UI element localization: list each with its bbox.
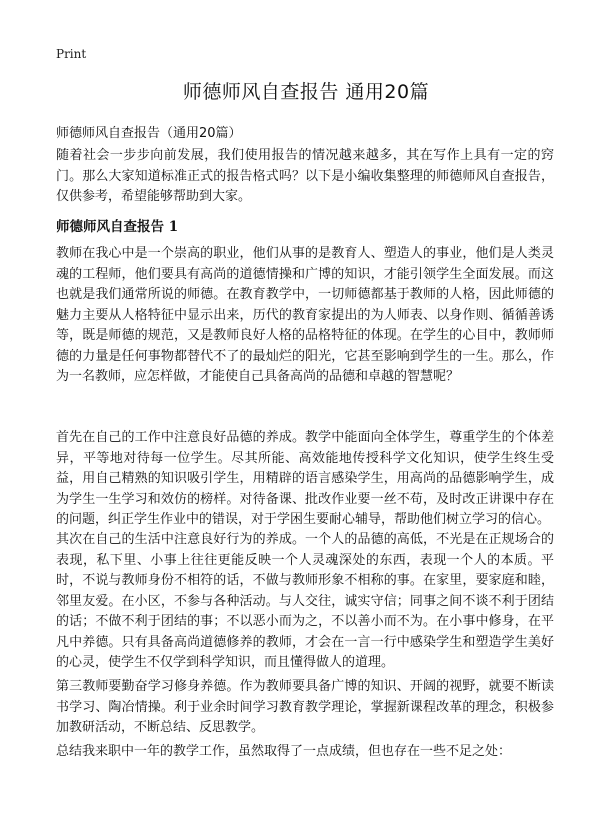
body-paragraph-3: 其次在自己的生活中注意良好行为的养成。一个人的品德的高低，不光是在正规场合的表现，私下里、小事上往往更能反映一个人灵魂深处的东西，表现一个人的本质。平时，不说与教师身份不相符的话，不做与教师形象不相称的事。在家里，要家庭和睦，邻里友爱。在小区，不参与各种活动。与人交往，诚实守信；同事之间不谈不利于团结的话；不做不利于团结的事；不以恶小而为之，不以善小而不为。在小事中修身，在平凡中养德。只有具备高尚道德修养的教师，才会在一言一行中感染学生和塑造学生美好的心灵，使学生不仅学到科学知识，而且懂得做人的道理。 xyxy=(56,532,554,670)
intro-paragraph: 随着社会一步步向前发展，我们使用报告的情况越来越多，其在写作上具有一定的窍门。那么大家知道标准正式的报告格式吗？以下是小编收集整理的师德师风自查报告，仅供参考，希望能够帮助到大家。 xyxy=(56,148,554,204)
body-paragraph-2: 首先在自己的工作中注意良好品德的养成。教学中能面向全体学生，尊重学生的个体差异，平等地对待每一位学生。尽其所能、高效能地传授科学文化知识，使学生终生受益，用自己精熟的知识吸引学生，用精辟的语言感染学生，用高尚的品德影响学生，成为学生一生学习和效仿的榜样。对待备课、批改作业要一丝不苟，及时改正讲课中存在的问题，纠正学生作业中的错误，对于学困生要耐心辅导，帮助他们树立学习的信心。 xyxy=(56,430,554,527)
section-heading: 师德师风自查报告 1 xyxy=(56,219,179,235)
document-subtitle: 师德师风自查报告（通用20篇） xyxy=(56,126,242,141)
print-link[interactable]: Print xyxy=(56,47,87,61)
body-paragraph-1: 教师在我心中是一个崇高的职业，他们从事的是教育人、塑造人的事业，他们是人类灵魂的工程师，他们要具有高尚的道德情操和广博的知识，才能引领学生全面发展。而这也就是我们通常所说的师德。在教育教学中，一切师德都基于教师的人格，因此师德的魅力主要从人格特征中显示出来，历代的教育家提出的为人师表、以身作则、循循善诱等，既是师德的规范，又是教师良好人格的品格特征的体现。在学生的心目中，教师师德的力量是任何事物都替代不了的最灿烂的阳光，它甚至影响到学生的一生。那么，作为一名教师，应怎样做，才能使自己具备高尚的品德和卓越的智慧呢？ xyxy=(56,246,554,384)
body-paragraph-4: 第三教师要勤奋学习修身养德。作为教师要具备广博的知识、开阔的视野，就要不断读书学习、陶冶情操。利于业余时间学习教育教学理论，掌握新课程改革的理念，积极参加教研活动，不断总结、反思教学。 xyxy=(56,679,554,735)
page-title: 师德师风自查报告 通用20篇 xyxy=(182,81,430,103)
body-paragraph-5: 总结我来职中一年的教学工作，虽然取得了一点成绩，但也存在一些不足之处： xyxy=(56,744,512,759)
